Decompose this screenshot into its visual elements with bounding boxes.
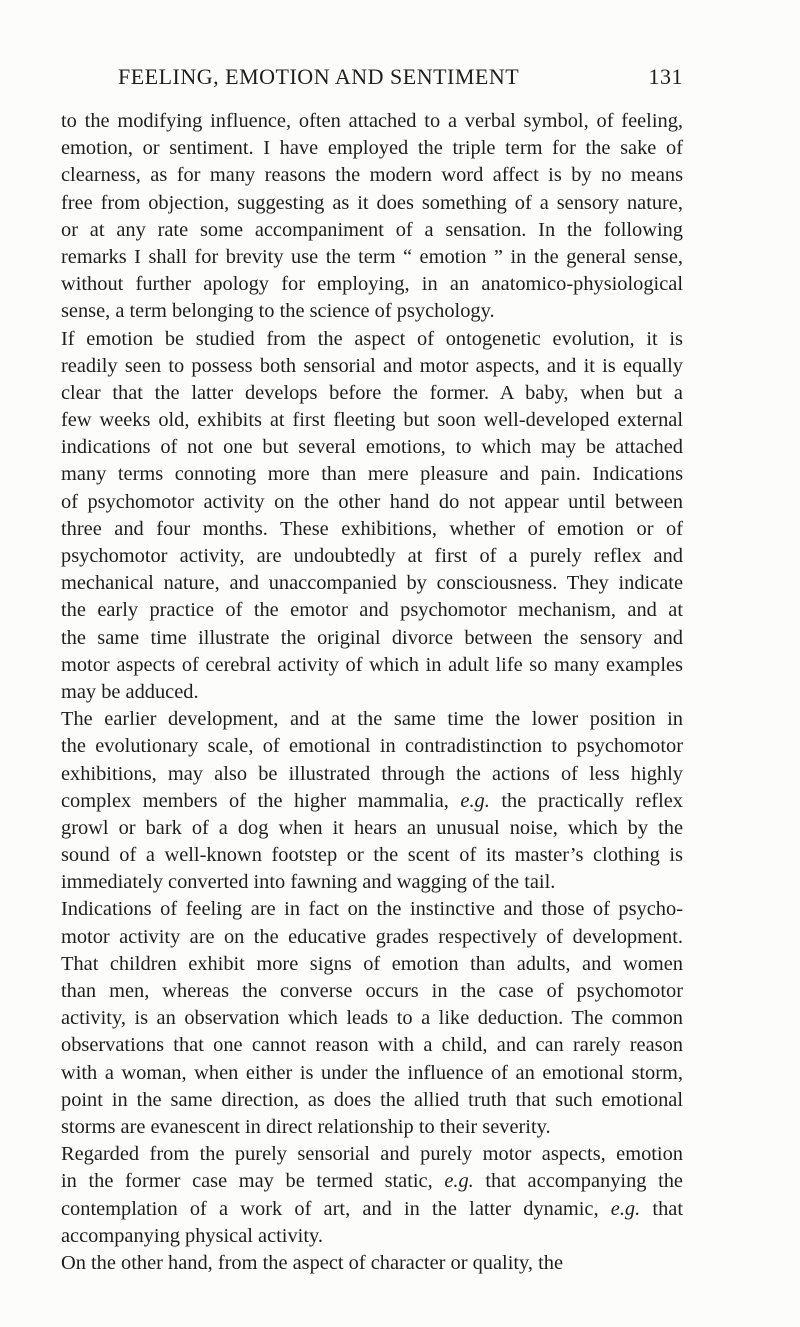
running-title: FEELING, EMOTION AND SENTIMENT <box>118 64 520 89</box>
text-line: The earlier development, and at the same time the lower position in <box>61 708 683 731</box>
text-line: emotion, or sentiment. I have employed the triple term for the sake of <box>61 137 683 160</box>
text-line: with a woman, when either is under the influence of an emotional storm, <box>61 1061 683 1084</box>
text-line: in the former case may be termed static, e.g. that accompanying the <box>61 1170 683 1193</box>
text-line: many terms connoting more than mere pleasure and pain. Indications <box>61 463 683 486</box>
text-line: or at any rate some accompaniment of a sensation. In the following <box>61 218 683 241</box>
text-line: than men, whereas the converse occurs in the case of psychomotor <box>61 980 683 1002</box>
text-line: On the other hand, from the aspect of character or quality, the <box>61 1251 564 1274</box>
text-line: clearness, as for many reasons the modern word affect is by no means <box>61 164 683 187</box>
text-line: few weeks old, exhibits at first fleeting but soon well-developed external <box>61 409 683 432</box>
text-line: complex members of the higher mammalia, e.g. the practically reflex <box>61 789 683 812</box>
text-line: to the modifying influence, often attached to a verbal symbol, of feeling, <box>61 110 683 132</box>
text-line: Indications of feeling are in fact on the instinctive and those of psycho- <box>61 898 683 921</box>
text-line: sound of a well-known footstep or the scent of its master’s clothing is <box>61 844 683 867</box>
text-line: activity, is an observation which leads to a like deduction. The common <box>61 1007 683 1030</box>
text-line: of psychomotor activity on the other hand do not appear until between <box>61 490 683 513</box>
text-line: accompanying physical activity. <box>61 1224 323 1247</box>
text-line: psychomotor activity, are undoubtedly at first of a purely reflex and <box>61 545 683 567</box>
text-line: contemplation of a work of art, and in the latter dynamic, e.g. that <box>61 1197 683 1220</box>
text-line: sense, a term belonging to the science of psychology. <box>61 300 495 323</box>
text-line: indications of not one but several emotions, to which may be attached <box>61 436 683 459</box>
text-line: without further apology for employing, in an anatomico-physiological <box>61 273 683 296</box>
text-line: growl or bark of a dog when it hears an unusual noise, which by the <box>61 816 683 839</box>
text-line: Regarded from the purely sensorial and purely motor aspects, emotion <box>61 1143 683 1166</box>
text-line: three and four months. These exhibitions, whether of emotion or of <box>61 517 683 540</box>
text-line: That children exhibit more signs of emotion than adults, and women <box>61 952 683 975</box>
text-line: clear that the latter develops before the former. A baby, when but a <box>61 381 683 404</box>
running-head <box>118 64 683 94</box>
text-line: the evolutionary scale, of emotional in contradistinction to psychomotor <box>61 735 683 758</box>
text-line: immediately converted into fawning and wagging of the tail. <box>61 871 556 894</box>
body-text <box>61 108 683 1277</box>
text-line: If emotion be studied from the aspect of ontogenetic evolution, it is <box>61 327 683 350</box>
text-line: free from objection, suggesting as it does something of a sensory nature, <box>61 191 683 214</box>
text-line: the early practice of the emotor and psychomotor mechanism, and at <box>61 599 683 622</box>
text-line: readily seen to possess both sensorial and motor aspects, and it is equally <box>61 354 683 377</box>
text-line: may be adduced. <box>61 680 199 703</box>
text-line: observations that one cannot reason with a child, and can rarely reason <box>61 1034 683 1057</box>
text-line: motor aspects of cerebral activity of which in adult life so many examples <box>61 653 683 676</box>
text-line: remarks I shall for brevity use the term “ emotion ” in the general sense, <box>61 245 683 268</box>
text-line: the same time illustrate the original divorce between the sensory and <box>61 626 683 649</box>
text-line: motor activity are on the educative grades respectively of development. <box>61 925 683 948</box>
page-number: 131 <box>648 64 683 89</box>
text-line: exhibitions, may also be illustrated through the actions of less highly <box>61 762 683 785</box>
text-line: point in the same direction, as does the allied truth that such emotional <box>61 1088 683 1111</box>
text-line: mechanical nature, and unaccompanied by consciousness. They indicate <box>61 572 683 595</box>
text-line: storms are evanescent in direct relationship to their severity. <box>61 1115 551 1138</box>
